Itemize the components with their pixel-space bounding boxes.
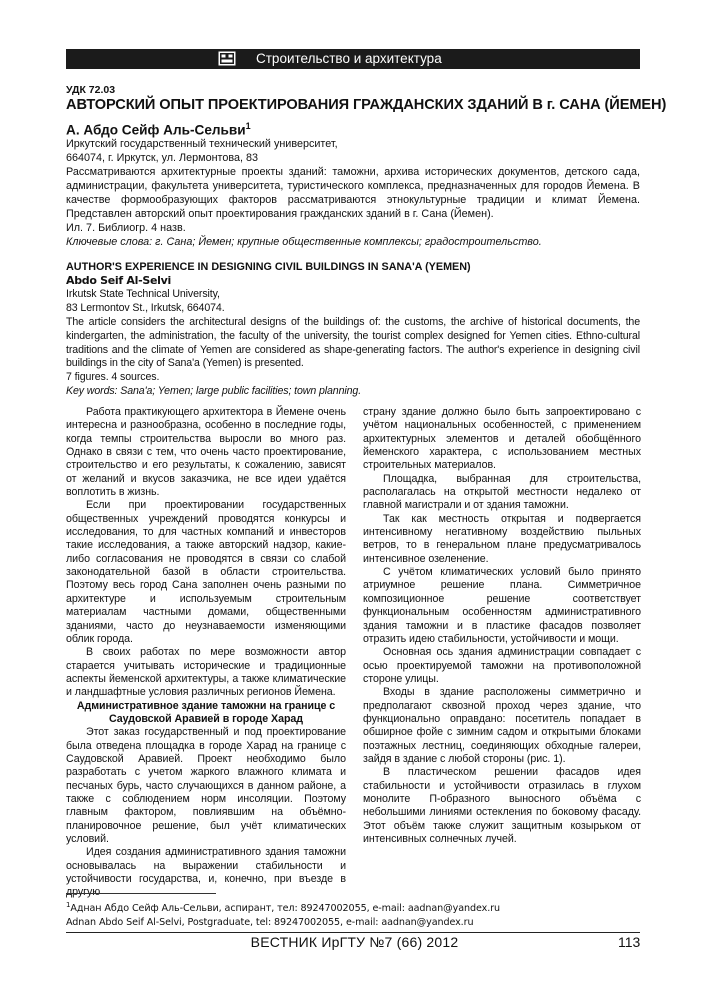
author-name-ru	[66, 121, 640, 138]
body-paragraph: Идея создания административного здания таможни основывалась на выражении стабильности и устойчивости государства, и, конечно, при въезде в другую	[66, 846, 346, 899]
illustrations-ru: Ил. 7. Библиогр. 4 назв.	[66, 222, 186, 234]
illustrations-en: 7 figures. 4 sources.	[66, 371, 160, 384]
abstract-ru	[66, 165, 640, 249]
body-paragraph: страну здание должно было быть запроектировано с учётом национальных особенностей, с применением архитектурных элементов и деталей обобщённого йеменского характера, с использованием местных строительных материалов.	[363, 406, 641, 472]
affiliation-ru	[66, 137, 640, 165]
body-paragraph: Если при проектировании государственных общественных учреждений проводятся конкурсы и исследования, то для частных компаний и инвесторов такие исследования, а также авторский надзор, какие-либо согласования не проводятся в связи со слабой законодательной базой в области строительства. Поэтому весь город Сана заполнен очень разными по архитектуре и используемым строительным материалам частными домами, общественными зданиями, часто до неузнаваемости изменяющими облик города.	[66, 499, 346, 645]
body-column-right	[363, 406, 641, 846]
keywords-text-ru: Ключевые слова: г. Сана; Йемен; крупные общественные комплексы; градостроительство.	[66, 236, 542, 248]
section-title: Строительство и архитектура	[256, 51, 442, 66]
body-paragraph: С учётом климатических условий было принято атриумное решение плана. Симметричное композиционное решение соответствует функциональным особенностям административного здания таможни и в пластике фасадов позволяет отразить идею стабильности, устойчивости и мощи.	[363, 566, 641, 645]
body-paragraph: В своих работах по мере возможности автор старается учитывать исторические и традиционные аспекты йеменской архитектуры, а также климатические и ландшафтные условия различных регионов Йемена.	[66, 646, 346, 699]
author-name-en: Abdo Seif Al-Selvi	[66, 274, 171, 287]
abstract-text-en: The article considers the architectural designs of the buildings of: the customs, the archive of historical documents, the kindergarten, the administration, the faculty of the university, the tourist complex designed for Yemen cities. Ethno-cultural traditions and the climate of Yemen are considered as shape-generating factors. The author's experience in designing civil buildings in the city of Sana'a (Yemen) is presented.	[66, 316, 640, 370]
udk-code: УДК 72.03	[66, 84, 116, 96]
article-title-ru: АВТОРСКИЙ ОПЫТ ПРОЕКТИРОВАНИЯ ГРАЖДАНСКИХ ЗДАНИЙ В г. САНА (ЙЕМЕН)	[66, 97, 667, 113]
section-emblem-icon	[218, 51, 236, 66]
keywords-en	[66, 385, 640, 399]
author-name-text: А. Абдо Сейф Аль-Сельви	[66, 122, 246, 138]
body-paragraph: Этот заказ государственный и под проектирование была отведена площадка в городе Харад на границе с Саудовской Аравией. Проект необходимо было разработать с учетом жаркого влажного климата и песчаных бурь, часто случающихся в данном районе, а также с соблюдением норм инсоляции. Поэтому главным фактором, повлиявшим на объёмно-планировочное решение, был учёт климатических условий.	[66, 726, 346, 845]
affiliation-line: Иркутский государственный технический университет,	[66, 138, 338, 150]
body-column-left	[66, 406, 346, 900]
footnote-line-ru	[66, 898, 500, 916]
affiliation-line: Irkutsk State Technical University,	[66, 288, 220, 300]
article-title-en: AUTHOR'S EXPERIENCE IN DESIGNING CIVIL BUILDINGS IN SANA'A (YEMEN)	[66, 261, 471, 273]
body-paragraph: Основная ось здания администрации совпадает с осью проектируемой таможни на противоположной стороне улицы.	[363, 646, 641, 685]
footnote-marker: 1	[245, 121, 251, 131]
body-paragraph: Так как местность открытая и подвергается интенсивному негативному воздействию пыльных ветров, то в генеральном плане предусматривалось интенсивное озеленение.	[363, 512, 641, 565]
body-paragraph: Площадка, выбранная для строительства, располагалась на открытой местности недалеко от главной магистрали и от здания таможни.	[363, 472, 641, 512]
footnote	[66, 898, 500, 930]
section-header	[66, 49, 640, 69]
affiliation-en	[66, 288, 640, 316]
affiliation-line: 664074, г. Иркутск, ул. Лермонтова, 83	[66, 152, 259, 164]
body-paragraph: Входы в здание расположены симметрично и предполагают сквозной проход через здание, что функционально оправдано: посетитель попадает в обширное фойе с зимним садом и открытыми блоками поэтажных лестниц, соединяющих обходные галереи, зайдя в здание с любой стороны (рис. 1).	[363, 686, 641, 765]
abstract-en	[66, 316, 640, 399]
journal-name: ВЕСТНИК ИрГТУ №7 (66) 2012	[250, 934, 459, 950]
footnote-line-en: Adnan Abdo Seif Al-Selvi, Postgraduate, tel: 89247002055, e-mail: aadnan@yandex.ru	[66, 917, 474, 929]
page-number: 113	[618, 934, 641, 950]
keywords-text-en: Key words: Sana'a; Yemen; large public facilities; town planning.	[66, 384, 362, 397]
section-subheading: Административное здание таможни на границе с Саудовской Аравией в городе Харад	[76, 699, 336, 725]
affiliation-line: 83 Lermontov St., Irkutsk, 664074.	[66, 301, 225, 314]
keywords-ru	[66, 235, 640, 249]
body-paragraph: В пластическом решении фасадов идея стабильности и устойчивости отразилась в глухом монолите П-образного выносного объёма с небольшими линиями остекления по боковому фасаду. Этот объём также служит защитным козырьком от интенсивных солнечных лучей.	[363, 766, 641, 845]
footnote-text-ru: Аднан Абдо Сейф Аль-Сельви, аспирант, тел: 89247002055, e-mail: aadnan@yandex.ru	[70, 903, 500, 915]
footnote-marker: 1	[66, 901, 71, 909]
footer-divider	[66, 932, 640, 933]
footnote-divider	[66, 893, 216, 894]
body-paragraph: Работа практикующего архитектора в Йемене очень интересна и разнообразна, особенно в последние годы, когда темпы строительства выросли во много раз. Однако в связи с тем, что очень часто проектирование, строительство и его результаты, к сожалению, зависят от желаний и вкусов заказчика, не все идеи удаётся воплотить в жизнь.	[66, 406, 346, 499]
abstract-text-ru: Рассматриваются архитектурные проекты зданий: таможни, архива исторических документов, детского сада, администрации, факультета университета, туристического комплекса, предназначенных для городов Йемена. В качестве формообразующих факторов рассматриваются этнокультурные традиции и климат Йемена. Представлен авторский опыт проектирования гражданских зданий в г. Сана (Йемен).	[66, 166, 640, 220]
